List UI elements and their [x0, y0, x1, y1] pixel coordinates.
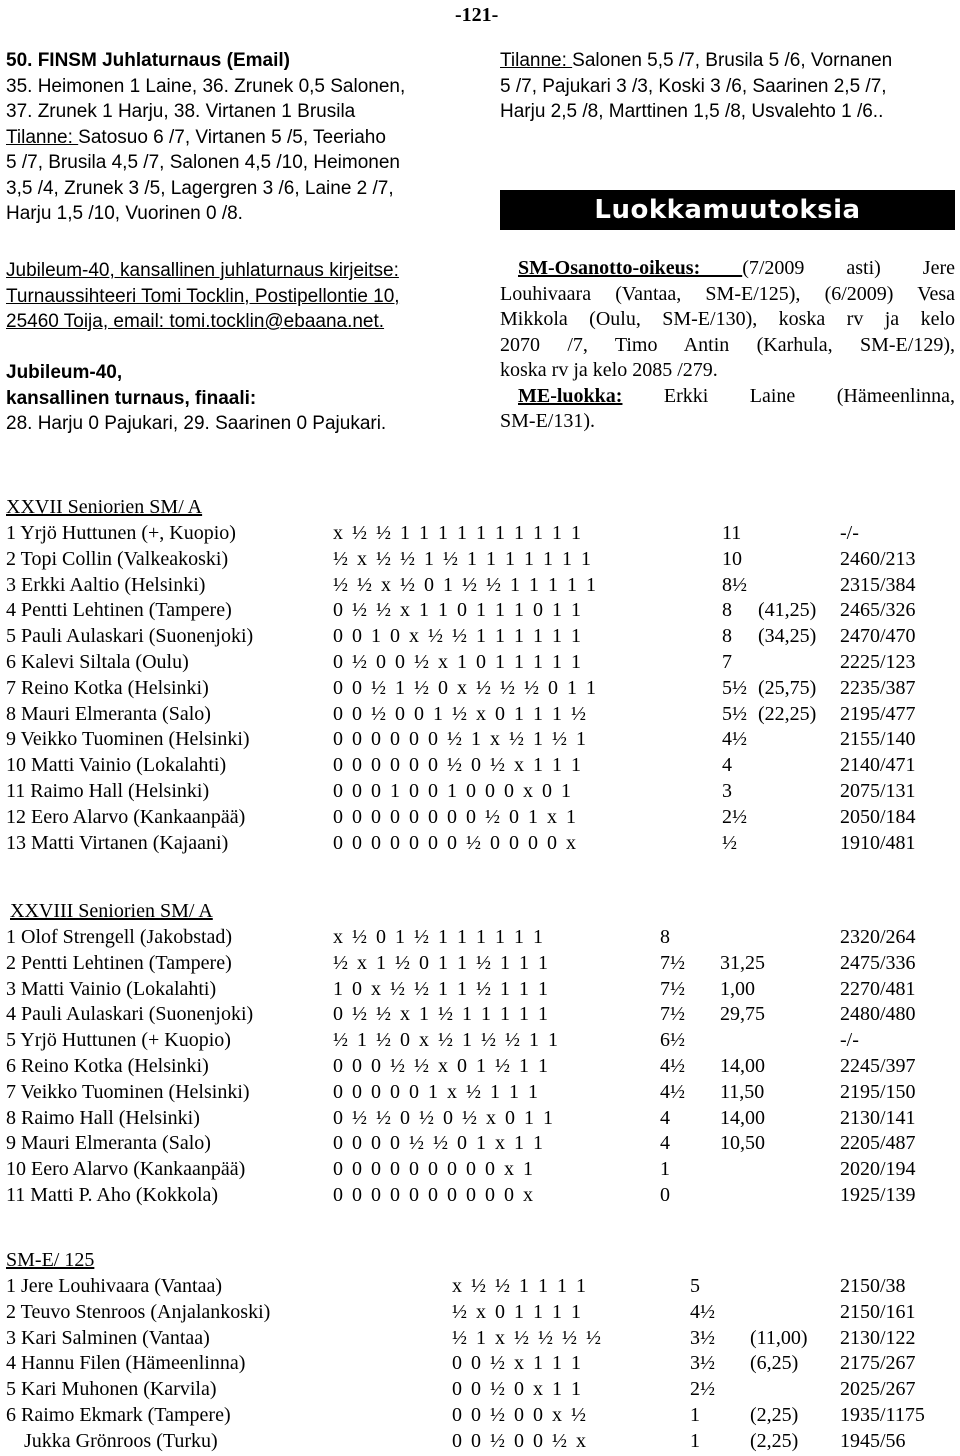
total-points: 4 [660, 1132, 670, 1155]
rating-info: 2195/477 [840, 702, 916, 725]
left-column [6, 48, 462, 227]
jubileum-info [6, 258, 462, 335]
final-result: 28. Harju 0 Pajukari, 29. Saarinen 0 Pajukari. [6, 413, 387, 434]
game-results: 0 0 0 0 0 0 0 0 0 0 x [333, 1184, 533, 1206]
total-points: 5 [690, 1275, 700, 1297]
player-name: 10 Matti Vainio (Lokalahti) [6, 754, 227, 777]
tiebreak: 14,00 [720, 1106, 765, 1129]
player-name: Jukka Grönroos (Turku) [24, 1429, 218, 1452]
rating-info: 2130/122 [840, 1326, 916, 1349]
total-points: ½ [722, 831, 737, 854]
player-name: 4 Hannu Filen (Hämeenlinna) [6, 1352, 246, 1375]
total-points: 7½ [660, 1003, 685, 1026]
rating-info: 2480/480 [840, 1003, 916, 1026]
rating-info: 2235/387 [840, 676, 916, 699]
total-points: 11 [722, 522, 742, 544]
sm-label: SM-Osanotto-oikeus: [518, 257, 743, 279]
me-entry-line: SM-E/131). [500, 410, 595, 432]
jubileum-line: 25460 Toija, email: tomi.tocklin@ebaana.net. [6, 311, 385, 332]
game-results: ½ x 0 1 1 1 1 [452, 1300, 581, 1323]
total-points: 5½ [722, 676, 747, 699]
game-results: 0 0 ½ 0 0 1 ½ x 0 1 1 1 ½ [333, 702, 586, 725]
rating-info: 2025/267 [840, 1378, 916, 1401]
game-results: 0 ½ ½ x 1 1 0 1 1 1 0 1 1 [333, 599, 581, 622]
player-name: 1 Jere Louhivaara (Vantaa) [6, 1275, 222, 1297]
player-name: 3 Matti Vainio (Lokalahti) [6, 977, 217, 1000]
player-name: 1 Yrjö Huttunen (+, Kuopio) [6, 522, 236, 544]
player-name: 5 Pauli Aulaskari (Suonenjoki) [6, 625, 254, 648]
table-title: XXVII Seniorien SM/ A [6, 496, 203, 518]
game-results: 1 0 x ½ ½ 1 1 ½ 1 1 1 [333, 977, 548, 1000]
rating-info: 2155/140 [840, 728, 916, 751]
total-points: 7½ [660, 951, 685, 974]
standings-label: Tilanne: [6, 126, 79, 148]
page-number: -121- [455, 4, 499, 26]
tiebreak: (11,00) [750, 1326, 808, 1349]
game-results: 0 0 0 0 0 0 0 0 0 x 1 [333, 1158, 533, 1181]
tiebreak: 14,00 [720, 1055, 765, 1077]
rating-info: 2225/123 [840, 651, 916, 673]
rating-info: 2075/131 [840, 780, 916, 802]
standings-label: Tilanne: [500, 50, 573, 71]
total-points: 4½ [722, 728, 747, 751]
rating-info: -/- [840, 522, 859, 544]
game-results: x ½ 0 1 ½ 1 1 1 1 1 1 [333, 926, 543, 948]
class-changes [500, 256, 955, 435]
sm-entry-line: Louhivaara (Vantaa, SM-E/125), (6/2009) Vesa [500, 282, 955, 305]
me-label: ME-luokka: [518, 384, 623, 407]
tiebreak: (22,25) [758, 702, 817, 725]
game-results: x ½ ½ 1 1 1 1 1 1 1 1 1 1 [333, 522, 581, 544]
player-name: 3 Kari Salminen (Vantaa) [6, 1326, 210, 1349]
standings-line: Harju 2,5 /8, Marttinen 1,5 /8, Usvalehto 1 /6.. [500, 101, 884, 122]
rating-info: 1945/56 [840, 1429, 906, 1452]
player-name: 8 Mauri Elmeranta (Salo) [6, 702, 211, 725]
sm-entry-line [500, 256, 955, 282]
game-results: 0 0 0 0 0 0 ½ 1 x ½ 1 ½ 1 [333, 728, 586, 751]
game-results: 0 0 1 0 x ½ ½ 1 1 1 1 1 1 [333, 625, 581, 648]
game-results: 0 ½ ½ x 1 ½ 1 1 1 1 1 [333, 1003, 548, 1026]
player-name: 2 Teuvo Stenroos (Anjalankoski) [6, 1300, 271, 1323]
player-name: 6 Reino Kotka (Helsinki) [6, 1055, 209, 1077]
total-points: 3½ [690, 1352, 715, 1375]
total-points: 4 [722, 754, 732, 777]
tiebreak: 31,25 [720, 951, 765, 974]
player-name: 6 Raimo Ekmark (Tampere) [6, 1404, 231, 1426]
rating-info: 2270/481 [840, 977, 916, 1000]
rating-info: 2245/397 [840, 1055, 916, 1077]
rating-info: 2130/141 [840, 1106, 916, 1129]
player-name: 2 Topi Collin (Valkeakoski) [6, 547, 229, 570]
standings-line: 5 /7, Brusila 4,5 /7, Salonen 4,5 /10, Heimonen [6, 152, 400, 173]
rating-info: 2150/161 [840, 1300, 916, 1323]
standings-line: 5 /7, Pajukari 3 /3, Koski 3 /6, Saarinen 2,5 /7, [500, 75, 887, 97]
rating-info: 2175/267 [840, 1352, 916, 1375]
rating-info: 1935/1175 [840, 1404, 925, 1426]
tiebreak: (2,25) [750, 1429, 799, 1452]
game-results: 0 0 0 0 0 1 x ½ 1 1 1 [333, 1080, 538, 1103]
player-name: 12 Eero Alarvo (Kankaanpää) [6, 805, 246, 828]
game-results: 0 ½ ½ 0 ½ 0 ½ x 0 1 1 [333, 1106, 553, 1129]
jubileum-final [6, 360, 462, 437]
standings-line: Harju 1,5 /10, Vuorinen 0 /8. [6, 203, 243, 224]
rating-info: 2140/471 [840, 754, 916, 777]
rating-info: 2020/194 [840, 1158, 916, 1181]
sm-entry-line: koska rv ja kelo 2085 /279. [500, 359, 718, 381]
section-banner: Luokkamuutoksia [500, 190, 955, 230]
rating-info: -/- [840, 1029, 859, 1052]
total-points: 2½ [690, 1378, 715, 1401]
jubileum-line: Turnaussihteeri Tomi Tocklin, Postipellontie 10, [6, 285, 400, 307]
player-name: 11 Raimo Hall (Helsinki) [6, 780, 210, 802]
total-points: 7½ [660, 977, 685, 1000]
game-results: 0 0 0 1 0 0 1 0 0 0 x 0 1 [333, 780, 571, 802]
table-title: SM-E/ 125 [6, 1249, 95, 1271]
total-points: 7 [722, 651, 732, 673]
jubileum-line: Jubileum-40, kansallinen juhlaturnaus kirjeitse: [6, 260, 399, 281]
total-points: 4½ [660, 1080, 685, 1103]
rating-info: 2475/336 [840, 951, 916, 974]
tiebreak: 1,00 [720, 977, 755, 1000]
tiebreak: (2,25) [750, 1404, 799, 1426]
standings-line: 3,5 /4, Zrunek 3 /5, Lagergren 3 /6, Laine 2 /7, [6, 177, 394, 199]
rating-info: 2150/38 [840, 1275, 906, 1297]
standings-text: Salonen 5,5 /7, Brusila 5 /6, Vornanen [572, 50, 893, 71]
standings-line [6, 125, 462, 151]
total-points: 4 [660, 1106, 670, 1129]
total-points: 8 [722, 599, 732, 622]
total-points: 5½ [722, 702, 747, 725]
player-name: 9 Veikko Tuominen (Helsinki) [6, 728, 250, 751]
rating-info: 2460/213 [840, 547, 916, 570]
game-results: ½ 1 x ½ ½ ½ ½ [452, 1326, 601, 1349]
player-name: 8 Raimo Hall (Helsinki) [6, 1106, 200, 1129]
tiebreak: 10,50 [720, 1132, 765, 1155]
rating-info: 2465/326 [840, 599, 916, 622]
player-name: 5 Yrjö Huttunen (+ Kuopio) [6, 1029, 231, 1052]
game-results: x ½ ½ 1 1 1 1 [452, 1275, 586, 1297]
rating-info: 1925/139 [840, 1184, 916, 1206]
player-name: 13 Matti Virtanen (Kajaani) [6, 831, 229, 854]
standings-text: Satosuo 6 /7, Virtanen 5 /5, Teeriaho [78, 126, 386, 148]
results-line: 37. Zrunek 1 Harju, 38. Virtanen 1 Brusila [6, 101, 356, 122]
player-name: 9 Mauri Elmeranta (Salo) [6, 1132, 211, 1155]
game-results: 0 0 0 0 0 0 0 ½ 0 0 0 0 x [333, 831, 576, 854]
sm-entry-line: Mikkola (Oulu, SM-E/130), koska rv ja kelo [500, 308, 955, 330]
me-text: Erkki Laine (Hämeenlinna, [663, 384, 956, 407]
total-points: 4½ [660, 1055, 685, 1077]
player-name: 3 Erkki Aaltio (Helsinki) [6, 573, 206, 596]
tiebreak: 29,75 [720, 1003, 765, 1026]
player-name: 4 Pauli Aulaskari (Suonenjoki) [6, 1003, 254, 1026]
sm-text: (7/2009 asti) Jere [742, 257, 955, 279]
game-results: 0 0 0 0 ½ ½ 0 1 x 1 1 [333, 1132, 543, 1155]
tiebreak: (41,25) [758, 599, 817, 622]
total-points: 3 [722, 780, 732, 802]
final-heading: Jubileum-40, [6, 362, 123, 383]
standings-line [500, 48, 960, 74]
me-entry-line [500, 384, 955, 410]
total-points: 1 [690, 1404, 700, 1426]
game-results: 0 0 ½ 0 0 ½ x [452, 1429, 586, 1452]
total-points: 1 [690, 1429, 700, 1452]
tiebreak: (25,75) [758, 676, 817, 699]
tiebreak: (34,25) [758, 625, 817, 648]
player-name: 1 Olof Strengell (Jakobstad) [6, 926, 233, 948]
game-results: ½ x ½ ½ 1 ½ 1 1 1 1 1 1 1 [333, 547, 591, 570]
game-results: 0 0 ½ 0 x 1 1 [452, 1378, 581, 1401]
rating-info: 2320/264 [840, 926, 916, 948]
total-points: 8 [722, 625, 732, 648]
total-points: 0 [660, 1184, 670, 1206]
game-results: 0 ½ 0 0 ½ x 1 0 1 1 1 1 1 [333, 651, 581, 673]
total-points: 8 [660, 926, 670, 948]
game-results: 0 0 0 0 0 0 ½ 0 ½ x 1 1 1 [333, 754, 581, 777]
game-results: 0 0 0 ½ ½ x 0 1 ½ 1 1 [333, 1055, 548, 1077]
rating-info: 2195/150 [840, 1080, 916, 1103]
total-points: 8½ [722, 573, 747, 596]
total-points: 1 [660, 1158, 670, 1181]
player-name: 7 Reino Kotka (Helsinki) [6, 676, 209, 699]
player-name: 10 Eero Alarvo (Kankaanpää) [6, 1158, 246, 1181]
player-name: 4 Pentti Lehtinen (Tampere) [6, 599, 232, 622]
tiebreak: 11,50 [720, 1080, 765, 1103]
sm-entry-line: 2070 /7, Timo Antin (Karhula, SM-E/129), [500, 333, 955, 356]
tournament-heading: 50. FINSM Juhlaturnaus (Email) [6, 50, 290, 71]
game-results: ½ 1 ½ 0 x ½ 1 ½ ½ 1 1 [333, 1029, 558, 1052]
rating-info: 2315/384 [840, 573, 916, 596]
rating-info: 1910/481 [840, 831, 916, 854]
game-results: 0 0 ½ x 1 1 1 [452, 1352, 581, 1375]
player-name: 7 Veikko Tuominen (Helsinki) [6, 1080, 250, 1103]
player-name: 6 Kalevi Siltala (Oulu) [6, 651, 189, 673]
total-points: 10 [722, 547, 742, 570]
rating-info: 2050/184 [840, 805, 916, 828]
tiebreak: (6,25) [750, 1352, 799, 1375]
player-name: 11 Matti P. Aho (Kokkola) [6, 1184, 219, 1206]
rating-info: 2470/470 [840, 625, 916, 648]
game-results: 0 0 0 0 0 0 0 0 ½ 0 1 x 1 [333, 805, 576, 828]
player-name: 2 Pentti Lehtinen (Tampere) [6, 951, 232, 974]
game-results: ½ x 1 ½ 0 1 1 ½ 1 1 1 [333, 951, 548, 974]
table-title: XXVIII Seniorien SM/ A [10, 900, 213, 922]
right-column [500, 48, 960, 125]
game-results: ½ ½ x ½ 0 1 ½ ½ 1 1 1 1 1 [333, 573, 596, 596]
total-points: 2½ [722, 805, 747, 828]
total-points: 6½ [660, 1029, 685, 1052]
player-name: 5 Kari Muhonen (Karvila) [6, 1378, 217, 1401]
game-results: 0 0 ½ 1 ½ 0 x ½ ½ ½ 0 1 1 [333, 676, 596, 699]
game-results: 0 0 ½ 0 0 x ½ [452, 1404, 586, 1426]
results-line: 35. Heimonen 1 Laine, 36. Zrunek 0,5 Salonen, [6, 75, 406, 97]
total-points: 3½ [690, 1326, 715, 1349]
rating-info: 2205/487 [840, 1132, 916, 1155]
final-heading: kansallinen turnaus, finaali: [6, 387, 257, 409]
total-points: 4½ [690, 1300, 715, 1323]
